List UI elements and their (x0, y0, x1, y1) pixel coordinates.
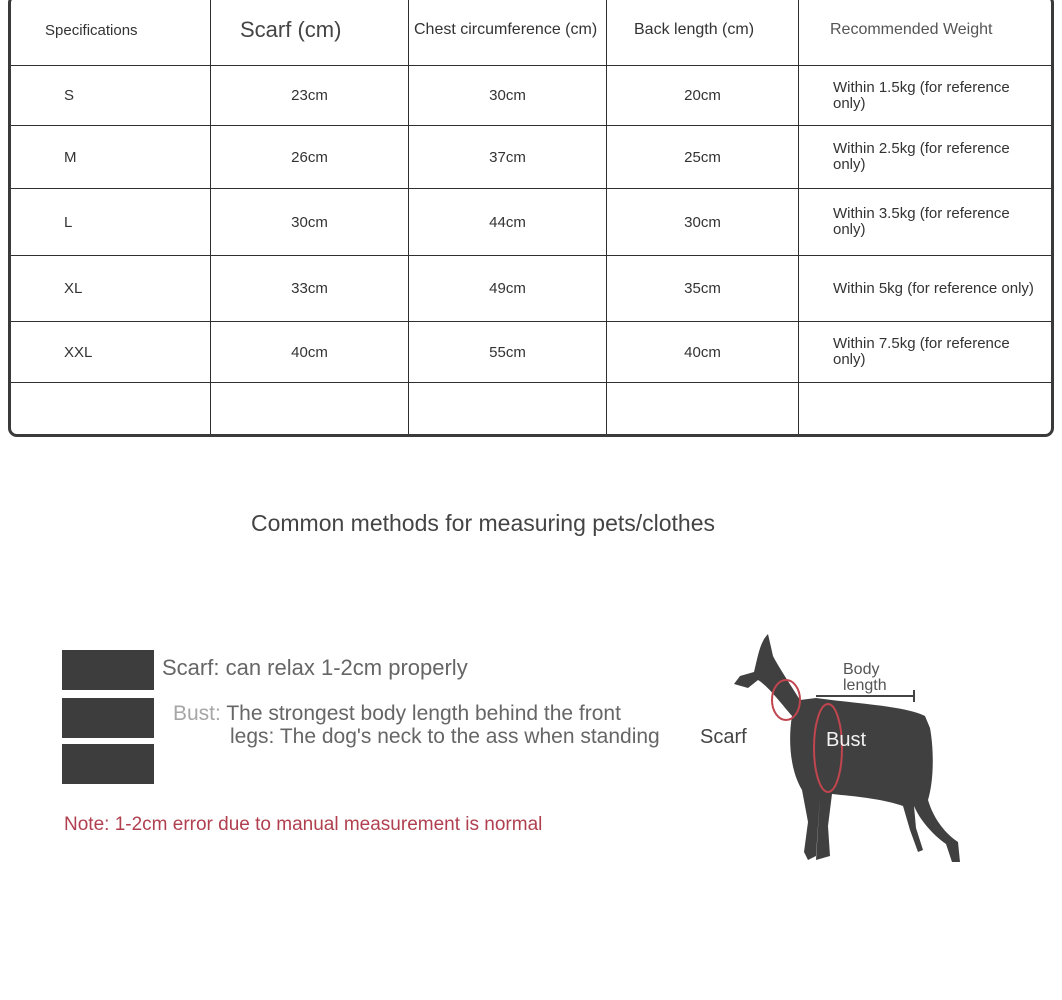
scarf-diagram-label: Scarf (700, 726, 747, 748)
back-cell: 30cm (607, 189, 799, 256)
size-cell: XL (9, 256, 211, 322)
bust-instruction (173, 702, 621, 726)
chest-cell: 44cm (409, 189, 607, 256)
table-row (9, 126, 1055, 189)
scarf-cell: 33cm (211, 256, 409, 322)
table-row (9, 256, 1055, 322)
measuring-title: Common methods for measuring pets/clothes (250, 510, 716, 536)
scarf-label: Scarf: (162, 655, 220, 680)
back-cell: 40cm (607, 322, 799, 383)
header-specifications: Specifications (9, 0, 211, 66)
weight-cell: Within 2.5kg (for reference only) (799, 126, 1055, 189)
header-weight: Recommended Weight (799, 0, 1055, 66)
weight-cell: Within 3.5kg (for reference only) (799, 189, 1055, 256)
header-scarf: Scarf (cm) (211, 0, 409, 66)
scarf-text: can relax 1-2cm properly (225, 655, 468, 680)
bust-label: Bust: (173, 702, 221, 725)
empty-cell (607, 383, 799, 438)
back-cell: 25cm (607, 126, 799, 189)
weight-cell: Within 7.5kg (for reference only) (799, 322, 1055, 383)
scarf-instruction (162, 655, 468, 681)
header-chest: Chest circumference (cm) (409, 0, 607, 66)
size-chart-frame (8, 0, 1054, 437)
body-length-line-2: length (843, 677, 887, 694)
empty-cell (9, 383, 211, 438)
bust-text-1: The strongest body length behind the front (226, 702, 621, 725)
table-row (9, 66, 1055, 126)
size-cell: M (9, 126, 211, 189)
weight-cell: Within 1.5kg (for reference only) (799, 66, 1055, 126)
measurement-note: Note: 1-2cm error due to manual measurement is normal (64, 814, 543, 835)
scarf-cell: 26cm (211, 126, 409, 189)
bust-swatch (62, 698, 154, 738)
bust-diagram-label: Bust (826, 729, 867, 751)
chest-cell: 55cm (409, 322, 607, 383)
body-length-label (843, 662, 887, 694)
size-cell: S (9, 66, 211, 126)
header-back-length: Back length (cm) (607, 0, 799, 66)
scarf-cell: 40cm (211, 322, 409, 383)
scarf-cell: 30cm (211, 189, 409, 256)
bust-text-2: legs: The dog's neck to the ass when standing (230, 725, 660, 748)
body-length-line-1: Body (843, 661, 880, 678)
back-swatch (62, 744, 154, 784)
table-row (9, 189, 1055, 256)
weight-cell: Within 5kg (for reference only) (799, 256, 1055, 322)
bust-instruction-cont (230, 725, 660, 749)
back-cell: 20cm (607, 66, 799, 126)
table-row-empty (9, 383, 1055, 438)
scarf-swatch (62, 650, 154, 690)
size-cell: L (9, 189, 211, 256)
scarf-cell: 23cm (211, 66, 409, 126)
chest-cell: 30cm (409, 66, 607, 126)
table-header-row (9, 0, 1055, 66)
empty-cell (799, 383, 1055, 438)
table-row (9, 322, 1055, 383)
size-cell: XXL (9, 322, 211, 383)
back-cell: 35cm (607, 256, 799, 322)
empty-cell (409, 383, 607, 438)
empty-cell (211, 383, 409, 438)
chest-cell: 37cm (409, 126, 607, 189)
chest-cell: 49cm (409, 256, 607, 322)
size-chart-table (8, 0, 1054, 437)
